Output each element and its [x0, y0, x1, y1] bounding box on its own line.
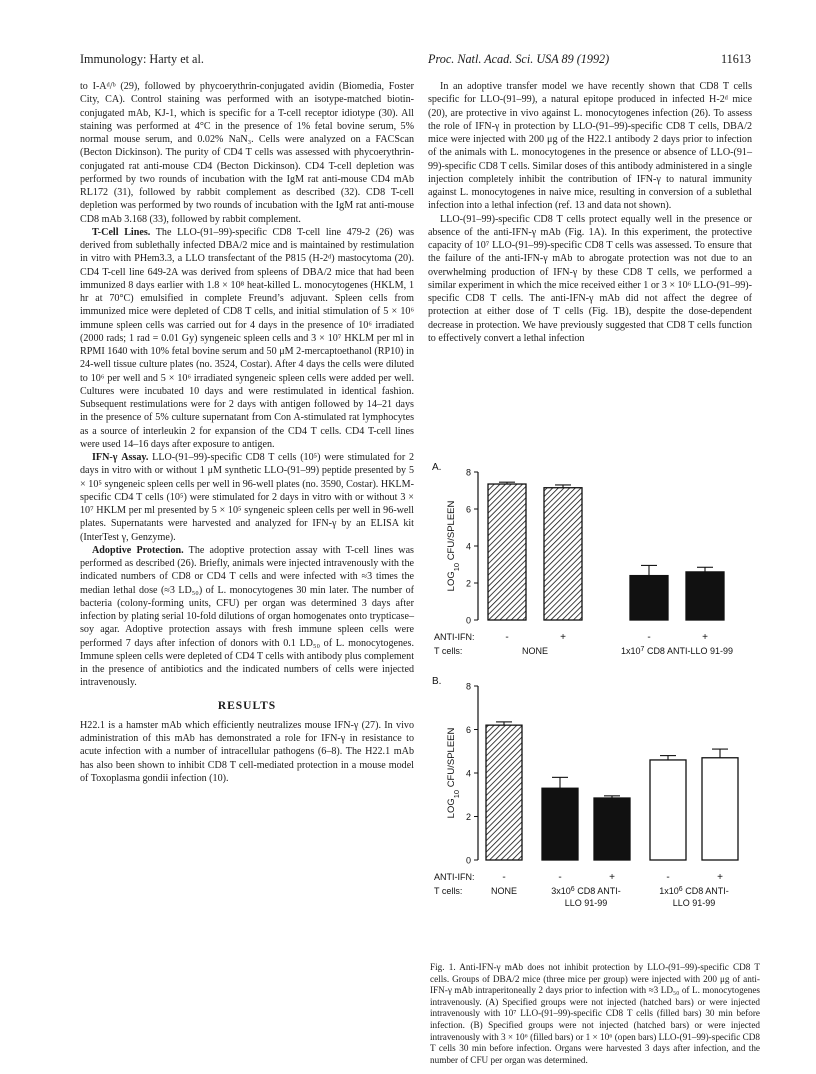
anti-ifn-sign: -: [558, 872, 562, 883]
bar-filled: [630, 576, 668, 620]
paragraph-text: The adoptive protection assay with T-cell lines was performed as described (26). Briefly, animals were injected intravenously with the indicated numbers of CD8 or CD4 T cells and were infected with ≈3 times the median lethal dose (≈3 LD₅₀) of L. monocytogenes 30 min later. The number of bacteria (colony-forming units, CFU) per organ was determined 3 days after infection by plating serial 10-fold dilutions of organ homogenates onto trypticase–soy agar. Adoptive protection assays with fresh immune spleen cells were performed 7 days after infection of donors with 0.1 LD₅₀ of L. monocytogenes. Immune spleen cells were depleted of CD4 T cells with antibody plus complement in the presence of antibiotics and the indicated numbers of cells were injected intravenously.: [80, 544, 414, 689]
anti-ifn-sign: -: [502, 872, 506, 883]
anti-ifn-row-label: ANTI-IFN:: [434, 632, 475, 642]
figure-caption: Fig. 1. Anti-IFN-γ mAb does not inhibit protection by LLO-(91–99)-specific CD8 T cells. Groups of DBA/2 mice (three mice per group) were injected with 200 μg of anti-IFN-γ mAb intraperitoneally 2 days prior to infection with ≈3 LD₅₀ of L. monocytogenes intravenously. (A) Specified groups were not injected (hatched bars) or were injected intravenously with 10⁷ LLO-(91–99)-specific CD8 T cells (filled bars) 30 min before infection. (B) Specified groups were not injected (hatched bars) or were injected intravenously with 3 × 10⁶ (filled bars) or 1 × 10⁶ (open bars) LLO-(91–99)-specific CD8 T cells 30 min before infection. Organs were harvested 3 days after infection, and the number of CFU per organ was determined.: [430, 962, 760, 1065]
methods-paragraph-adoptive-protection: [80, 544, 414, 690]
anti-ifn-sign: -: [505, 632, 509, 643]
paragraph-text: The LLO-(91–99)-specific CD8 T-cell line 479-2 (26) was derived from sublethally infected DBA/2 mice and is maintained by restimulation in vitro with PHem3.3, a LLO transfectant of the P815 (H-2ᵈ) mastocytoma (20). CD4 T-cell line 649-2A was derived from spleens of DBA/2 mice that had been immunized 8 days earlier with 1.8 × 10⁸ heat-killed L. monocytogenes (HKLM, 1 hr at 70°C) emulsified in complete Freund’s adjuvant. Spleen cells from immunized mice were depleted of CD8 T cells, and initial stimulation of 5 × 10⁶ immune spleen cells was carried out for 4 days in the presence of 10⁶ irradiated (2000 rads; 1 rad = 0.01 Gy) syngeneic spleen cells and 3 × 10⁷ HKLM per ml in RPMI 1640 with 10% fetal bovine serum and 50 μM 2-mercaptoethanol (RP10) in 24-well tissue culture plates (no. 3524, Costar). After 4 days the cells were diluted to 10⁶ per well and 5 × 10⁶ irradiated syngeneic spleen cells were added per well. Cultures were incubated 10 days and were restimulated in identical fashion. Subsequent restimulations were for 2 days with antigen followed by 14–21 days in the presence of 5% culture supernatant from Con A-stimulated rat lymphocytes as a source of interleukin 2 for expansion of the CD4 T cells. CD4 T-cell lines were used 14–16 days after exposure to antigen.: [80, 226, 415, 450]
tcells-group-label: NONE: [521, 646, 549, 656]
section-runin-heading: T-Cell Lines.: [92, 226, 151, 238]
y-tick-label: 4: [465, 768, 471, 779]
y-tick-label: 6: [465, 725, 471, 735]
bar-filled: [594, 798, 630, 860]
anti-ifn-sign: +: [702, 632, 708, 643]
anti-ifn-sign: +: [717, 872, 723, 883]
tcells-row-label: T cells:: [434, 886, 463, 896]
anti-ifn-sign: +: [560, 632, 566, 643]
methods-paragraph-ifn-assay: [80, 451, 414, 544]
left-column: [80, 80, 414, 785]
bar-filled: [686, 572, 724, 620]
anti-ifn-row-label: ANTI-IFN:: [434, 872, 475, 882]
anti-ifn-sign: +: [609, 872, 615, 883]
y-axis-label: $LOG_{10}$ CFU/SPLEEN: [446, 727, 461, 819]
y-tick-label: 4: [465, 541, 471, 552]
results-paragraph-adoptive-transfer: In an adoptive transfer model we have recently shown that CD8 T cells specific for LLO-(91–99), a natural epitope produced in infected H-2ᵈ mice (20), are protective in vivo against L. monocytogenes infection (26). To assess the role of IFN-γ in protection by LLO-(91–99)-specific CD8 T cells, DBA/2 mice were injected with 200 μg of the H22.1 antibody 2 days prior to infection of the animals with L. monocytogenes in the presence or absence of LLO-(91–99)-specific CD8 T cells. Similar doses of this antibody administered in a single injection completely inhibit the contribution of IFN-γ to natural immunity against L. monocytogenes in naive mice, resulting in conversion of a sublethal infection into a lethal infection (ref. 13 and data not shown).: [428, 81, 752, 212]
journal-citation: Proc. Natl. Acad. Sci. USA 89 (1992): [428, 52, 610, 66]
tcells-group-label: $1x10^7$ CD8 ANTI-LLO 91-99: [621, 645, 733, 656]
bar-hatched: [486, 725, 522, 860]
right-column: [428, 80, 752, 345]
tcells-group-label: $1x10^6$ CD8 ANTI-: [659, 885, 729, 896]
page-number: 11613: [720, 52, 751, 66]
y-tick-label: 2: [465, 812, 471, 822]
figure-1b-bar-chart: [428, 672, 758, 934]
anti-ifn-sign: -: [647, 632, 651, 643]
results-paragraph: H22.1 is a hamster mAb which efficiently neutralizes mouse IFN-γ (27). In vivo administration of this mAb has demonstrated a role for IFN-γ in resistance to acute infection with a number of intracellular pathogens (6–8). The H22.1 mAb has also been shown to inhibit CD8 T cell-mediated protection in a mouse model of Toxoplasma gondii infection (10).: [80, 719, 414, 784]
bar-hatched: [544, 488, 582, 620]
bar-open: [702, 758, 738, 860]
section-runin-heading: IFN-γ Assay.: [92, 452, 149, 463]
panel-label: A.: [432, 462, 442, 473]
y-tick-label: 0: [465, 615, 471, 626]
y-axis-label: $LOG_{10}$ CFU/SPLEEN: [446, 500, 461, 592]
methods-paragraph-tcell-lines: [80, 226, 414, 451]
y-tick-label: 8: [465, 681, 471, 692]
section-runin-heading: Adoptive Protection.: [92, 544, 184, 556]
panel-label: B.: [432, 676, 442, 687]
paragraph-text: LLO-(91–99)-specific CD8 T cells (10⁵) were stimulated for 2 days in vitro with or without 1 μM synthetic LLO-(91–99) peptide presented by 5 × 10⁵ syngeneic spleen cells per well in 96-well plates (no. 3590, Costar). HKLM-specific CD4 T cells (10⁵) were stimulated for 2 days in vitro with or without 3 × 10⁷ HKLM per ml presented by 5 × 10⁵ syngeneic spleen cells per well in 96-well plates. Supernatants were harvested and analyzed for IFN-γ by an ELISA kit (InterTest γ, Genzyme).: [80, 452, 414, 543]
tcells-group-label: NONE: [490, 886, 518, 896]
methods-paragraph-staining: to I-Aᵈ/ᵇ (29), followed by phycoerythrin-conjugated avidin (Biomedia, Foster City, CA). Control staining was performed with an isotype-matched biotin-conjugated mAb, KJ-1, which is specific for a T-cell receptor idiotype (30). All staining was performed at 4°C in the presence of 1% fetal bovine serum, 5% normal mouse serum, and 0.02% NaN₃. Cells were analyzed on a FACScan (Becton Dickinson). The purity of CD4 T cells was assessed with phycoerythrin-conjugated rat anti-mouse CD4 (Becton Dickinson). CD4 T-cell depletion was performed by two rounds of incubation with the IgM rat anti-mouse CD4 mAb RL172 (31), followed by rabbit complement as described (32). CD8 T-cell depletion was performed by two rounds of incubation with the IgM rat anti-mouse CD8 mAb 3.168 (33), followed by rabbit complement.: [80, 81, 414, 225]
bar-hatched: [488, 484, 526, 620]
y-tick-label: 6: [465, 504, 471, 515]
tcells-group-label-line2: LLO 91-99: [672, 898, 716, 908]
bar-filled: [542, 788, 578, 860]
bar-open: [650, 760, 686, 860]
figure-1a-bar-chart: [428, 448, 758, 670]
running-header-left: Immunology: Harty et al.: [80, 52, 204, 66]
anti-ifn-sign: -: [666, 872, 670, 883]
results-heading: RESULTS: [217, 699, 277, 712]
results-paragraph-protection: LLO-(91–99)-specific CD8 T cells protect equally well in the presence or absence of the anti-IFN-γ mAb (Fig. 1A). In this experiment, the protective capacity of 10⁷ LLO-(91–99)-specific CD8 T cells was assessed. To ensure that the failure of the anti-IFN-γ mAb to abrogate protection was not due to an overwhelming production of IFN-γ by these CD8 T cells, we performed a similar experiment in which the mice received either 1 or 3 × 10⁶ LLO-(91–99)-specific CD8 T cells. The anti-IFN-γ mAb did not affect the degree of protection at either dose of T cells (Fig. 1B), despite the dose-dependent decrease in protection. We have previously suggested that CD8 T cells function to effectively convert a lethal infection: [428, 213, 752, 344]
y-tick-label: 2: [465, 578, 471, 589]
tcells-group-label: $3x10^6$ CD8 ANTI-: [551, 885, 621, 896]
y-tick-label: 0: [465, 855, 471, 866]
tcells-group-label-line2: LLO 91-99: [564, 898, 608, 908]
y-tick-label: 8: [465, 467, 471, 478]
tcells-row-label: T cells:: [434, 646, 463, 656]
